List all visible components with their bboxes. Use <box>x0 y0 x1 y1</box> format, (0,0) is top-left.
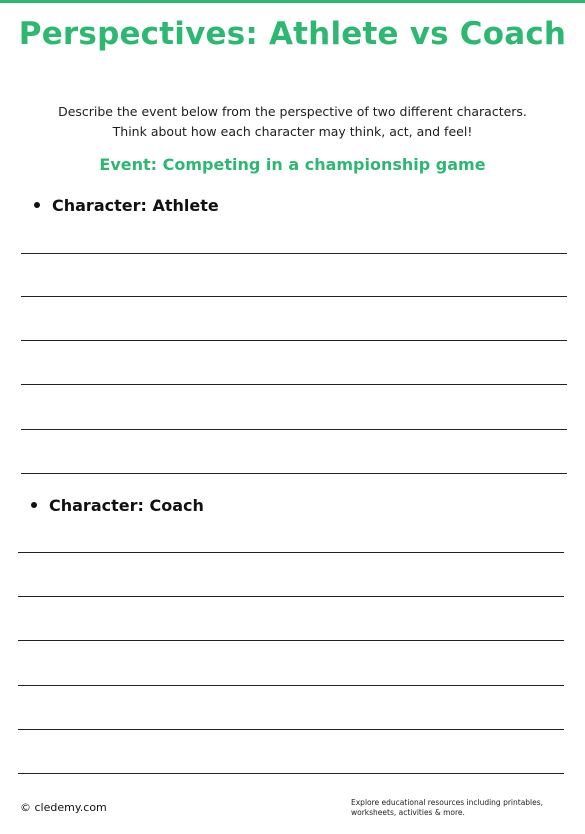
writing-line-coach-1[interactable] <box>18 552 564 553</box>
writing-line-athlete-6[interactable] <box>21 473 567 474</box>
section-heading-label: Character: Coach <box>49 496 204 515</box>
writing-line-coach-3[interactable] <box>18 640 564 641</box>
writing-line-coach-6[interactable] <box>18 773 564 774</box>
writing-line-athlete-2[interactable] <box>21 296 567 297</box>
writing-line-athlete-4[interactable] <box>21 384 567 385</box>
writing-line-athlete-5[interactable] <box>21 429 567 430</box>
footer-tagline: Explore educational resources including printables, worksheets, activities & more. <box>351 798 544 817</box>
writing-line-coach-5[interactable] <box>18 729 564 730</box>
writing-line-coach-4[interactable] <box>18 685 564 686</box>
writing-line-coach-2[interactable] <box>18 596 564 597</box>
footer-copyright: © cledemy.com <box>20 801 107 814</box>
instructions-text: Describe the event below from the perspective of two different characters. Think about how each character may think, act, and feel! <box>58 104 527 139</box>
writing-line-athlete-1[interactable] <box>21 253 567 254</box>
writing-line-athlete-3[interactable] <box>21 340 567 341</box>
section-heading-coach <box>31 495 204 517</box>
page-title: Perspectives: Athlete vs Coach <box>18 16 567 52</box>
event-heading: Event: Competing in a championship game <box>99 155 486 174</box>
bullet-icon <box>34 202 40 208</box>
section-heading-athlete <box>34 195 219 217</box>
bullet-icon <box>31 502 37 508</box>
top-accent-rule <box>0 0 585 3</box>
section-heading-label: Character: Athlete <box>52 196 219 215</box>
